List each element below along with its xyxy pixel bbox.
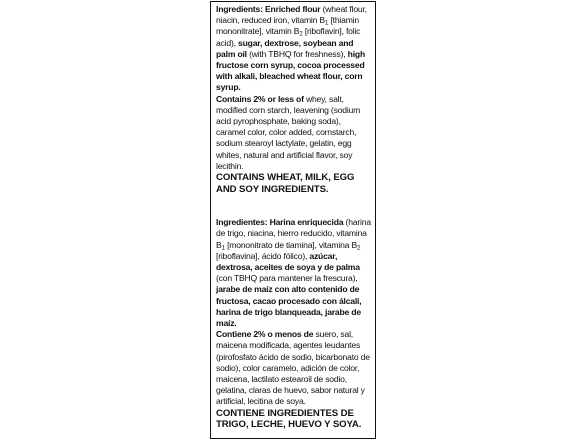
spanish-b2-subscript: 2 — [356, 244, 361, 252]
english-flour-detail-b: [thiamin mononitrate], vitamin B — [216, 15, 359, 37]
ingredients-label-panel — [210, 1, 376, 439]
spanish-jarabe-cacao-harina: jarabe de maíz con alto contenido de fructosa, cacao procesado con álcali, harina de trigo blanqueada, jarabe de maíz. — [216, 284, 362, 329]
english-flour-detail-c: [riboflavin], folic acid), — [216, 26, 361, 48]
english-minor-paragraph — [216, 94, 371, 172]
spanish-b1-subscript: 1 — [221, 244, 225, 252]
english-hfcs-cocoa-cornsyrup: high fructose corn syrup, cocoa processed with alkali, bleached wheat flour, corn syrup. — [216, 48, 365, 93]
spanish-ingredients-heading: Ingredientes: — [216, 217, 268, 228]
english-soybean-palm-oil: soybean and palm oil — [216, 37, 354, 59]
english-minor-ingredients: whey, salt, modified corn starch, leavening (sodium acid pyrophosphate, baking soda), caramel color, color added, cornstarch, sodium stearoyl lactylate, gelatin, egg whites, natural and artificial flavor, soy lecithin. — [216, 93, 361, 171]
spanish-harina-detail-c: [riboflavina], ácido fólico), — [216, 250, 308, 261]
spanish-aceites: aceites de soya y de palma — [254, 262, 360, 273]
english-ingredients-heading: Ingredients: — [216, 4, 263, 14]
english-tbhq: (with TBHQ for freshness), — [249, 48, 346, 59]
english-b2-subscript: 2 — [299, 30, 303, 38]
spanish-dextrosa: dextrosa — [216, 262, 251, 273]
spanish-harina-detail-a: (harina de trigo, niacina, hierro reducido, vitamina B — [216, 217, 371, 250]
spanish-contiene-2pct: Contiene 2% o menos de — [216, 329, 314, 340]
english-b1-subscript: 1 — [324, 19, 329, 27]
english-sugar: sugar — [238, 37, 260, 48]
spanish-harina-detail-b: [mononitrato de tiamina], vitamina B — [224, 239, 357, 250]
english-allergen-statement: CONTAINS WHEAT, MILK, EGG AND SOY INGREDIENTS. — [216, 172, 355, 195]
spanish-tbhq: (con TBHQ para mantener la frescura), — [216, 273, 358, 284]
english-contains-2pct: Contains 2% or less of — [216, 93, 304, 104]
english-flour-detail-a: (wheat flour, niacin, reduced iron, vitamin B — [216, 4, 367, 26]
spanish-allergen-statement: CONTIENE INGREDIENTES DE TRIGO, LECHE, HUEVO Y SOYA. — [216, 407, 362, 431]
spanish-harina: Harina enriquecida — [269, 217, 344, 228]
english-ingredients-paragraph: Ingredients: Enriched flour (wheat flour, niacin, reduced iron, vitamin $B_1$ [thiamin mononitrate], vitamin $B_2$ [riboflavin], folic acid), sugar, dextrose, soybean and palm oil (with TBHQ for freshness), high fructose corn syrup, cocoa processed with alkali, bleached wheat flour, corn syrup. — [216, 4, 367, 93]
english-enriched-flour: Enriched flour — [264, 4, 321, 14]
english-dextrose: dextrose — [264, 37, 299, 48]
spanish-minor-paragraph — [216, 329, 371, 407]
spanish-azucar: azúcar — [309, 250, 335, 261]
spanish-ingredients-paragraph: Ingredientes: Harina enriquecida (harina de trigo, niacina, hierro reducido, vitamina $B_1$ [mononitrato de tiamina], vitamina $B_2$ [riboflavina], ácido fólico), azúcar, dextrosa, aceites de soya y de palma (con TBHQ para mantener la frescura), jarabe de maíz con alto contenido de fructosa, cacao procesado con álcali, harina de trigo blanqueada, jarabe de maíz. — [216, 217, 371, 329]
spanish-minor-ingredients: suero, sal, maicena modificada, agentes leudantes (pirofosfato ácido de sodio, bicarbonato de sodio), color caramelo, adición de color, maicena, lactilato estearoil de sodio, gelatina, claras de huevo, sabor natural y artificial, lecitina de soya. — [216, 329, 370, 407]
section-spacer — [216, 195, 371, 217]
